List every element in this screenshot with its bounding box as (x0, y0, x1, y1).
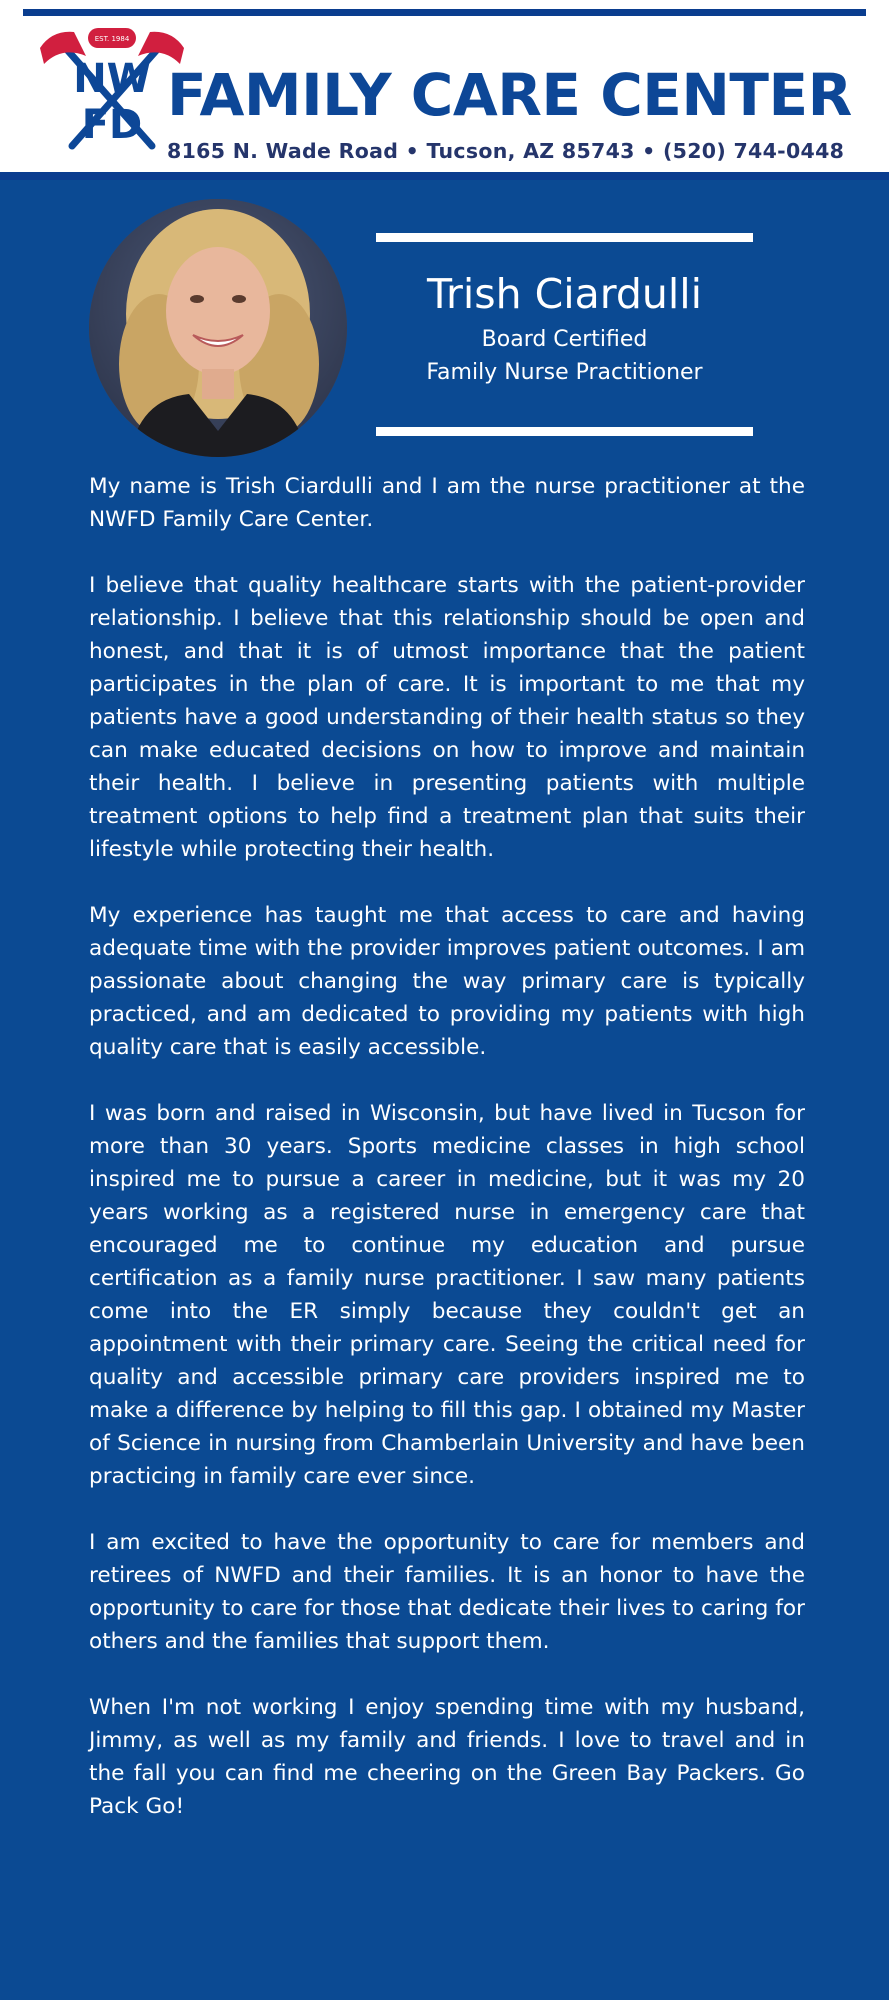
bio-paragraph-5: I am excited to have the opportunity to care for members and retirees of NWFD and their families. It is an honor to have the opportunity to care for those that dedicate their lives to caring for others and the families that support them. (89, 1530, 805, 1654)
credential-line-2: Family Nurse Practitioner (426, 360, 703, 385)
biography (89, 470, 805, 1823)
bio-paragraph-1: My name is Trish Ciardulli and I am the nurse practitioner at the NWFD Family Care Center. (89, 474, 805, 532)
clinic-address: 8165 N. Wade Road • Tucson, AZ 85743 • (520) 744-0448 (167, 139, 845, 163)
svg-text:FD: FD (81, 102, 143, 148)
divider-top (376, 233, 753, 242)
header-bottom-rule (0, 172, 889, 180)
svg-text:NW: NW (73, 56, 151, 102)
bio-paragraph-4: I was born and raised in Wisconsin, but have lived in Tucson for more than 30 years. Sports medicine classes in high school inspired me to pursue a career in medicine, but it was my 20 years working as a registered nurse in emergency care that encouraged me to continue my education and pursue certification as a family nurse practitioner. I saw many patients come into the ER simply because they couldn't get an appointment with their primary care. Seeing the critical need for quality and accessible primary care providers inspired me to make a difference by helping to fill this gap. I obtained my Master of Science in nursing from Chamberlain University and have been practicing in family care ever since. (89, 1101, 805, 1489)
provider-name: Trish Ciardulli (426, 270, 703, 318)
page-header (0, 0, 889, 180)
portrait-icon (89, 199, 347, 457)
portrait-photo (89, 199, 347, 457)
bio-paragraph-2: I believe that quality healthcare starts with the patient-provider relationship. I believe that this relationship should be open and honest, and that it is of utmost importance that the patient participates in the plan of care. It is important to me that my patients have a good understanding of their health status so they can make educated decisions on how to improve and maintain their health. I believe in presenting patients with multiple treatment options to help find a treatment plan that suits their lifestyle while protecting their health. (89, 573, 805, 862)
logo-est-text: EST. 1984 (94, 35, 130, 43)
header-top-rule (23, 9, 866, 16)
clinic-name: FAMILY CARE CENTER (167, 61, 852, 129)
divider-bottom (376, 427, 753, 436)
bio-paragraph-3: My experience has taught me that access to care and having adequate time with the provider improves patient outcomes. I am passionate about changing the way primary care is typically practiced, and am dedicated to providing my patients with high quality care that is easily accessible. (89, 903, 805, 1060)
bio-paragraph-6: When I'm not working I enjoy spending time with my husband, Jimmy, as well as my family and friends. I love to travel and in the fall you can find me cheering on the Green Bay Packers. Go Pack Go! (89, 1695, 805, 1819)
credential-line-1: Board Certified (481, 327, 648, 352)
